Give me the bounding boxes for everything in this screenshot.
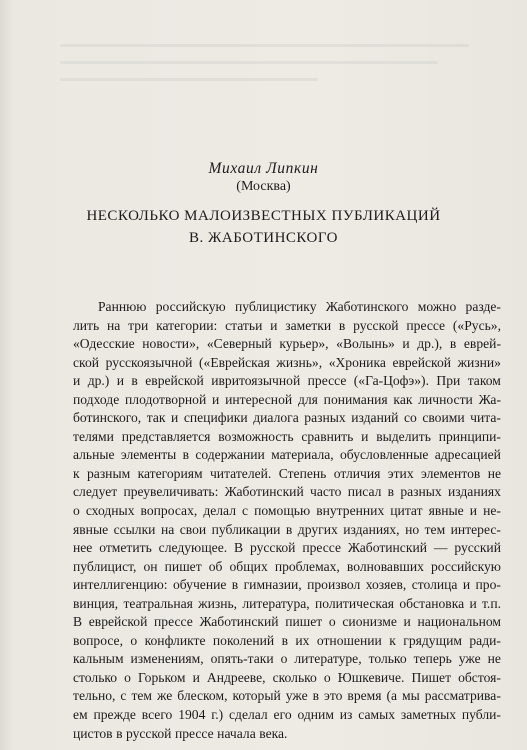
show-through-text — [60, 30, 490, 100]
body-line: альные элементы в содержании материала, обусловленные адресацией — [73, 447, 501, 463]
author-name: Михаил Липкин — [208, 160, 319, 177]
body-line: следует преувеличивать: Жаботинский часто писал в разных изданиях — [73, 484, 501, 500]
body-line: интеллигенцию: обучение в гимназии, произвол хозяев, столица и про- — [73, 577, 501, 593]
body-line: кальным изменениям, опять-таки о литературе, только теперь уже не — [73, 651, 501, 667]
body-line: публицист, он пишет об общих проблемах, волновавших российскую — [73, 558, 501, 574]
article-body — [73, 298, 501, 743]
body-line: к разным категориям читателей. Степень отличия этих элементов не — [73, 465, 501, 481]
body-line: В еврейской прессе Жаботинский пишет о сионизме и национальном — [73, 614, 501, 630]
body-line: «Одесские новости», «Северный курьер», «Волынь» и др.), в еврей- — [73, 336, 501, 352]
body-line: винция, театральная жизнь, литература, политическая обстановка и т.п. — [73, 595, 501, 611]
body-line: явные ссылки на свои публикации в других изданиях, но тем интерес- — [73, 521, 501, 537]
body-line: ботинского, так и специфики диалога разных изданий со своими чита- — [73, 410, 501, 426]
article-title — [0, 205, 527, 249]
body-line: вопросе, о конфликте поколений в их отношении к грядущим ради- — [73, 632, 501, 648]
body-line: подходе плодотворной и интересной для понимания как личности Жа- — [73, 391, 501, 407]
body-line: нее отметить следующее. В русской прессе Жаботинский — русский — [73, 540, 501, 556]
title-line-1: НЕСКОЛЬКО МАЛОИЗВЕСТНЫХ ПУБЛИКАЦИЙ — [86, 208, 441, 224]
body-line: лить на три категории: статьи и заметки в русской прессе («Русь», — [73, 317, 501, 333]
body-line: ем прежде всего 1904 г.) сделал его одним из самых заметных публи- — [73, 707, 501, 723]
body-line: Раннюю российскую публицистику Жаботинского можно разде- — [98, 299, 501, 314]
body-line: о сходных вопросах, делал с помощью внутренних цитат явные и не- — [73, 503, 501, 519]
title-line-2: В. ЖАБОТИНСКОГО — [188, 230, 339, 246]
author-city: (Москва) — [236, 179, 291, 194]
body-line: тельно, с тем же блеском, который уже в это время (а мы рассматрива- — [73, 688, 501, 704]
body-line: столько о Горьком и Андрееве, сколько о Юшкевиче. Пишет обстоя- — [73, 669, 501, 685]
body-line: телями представляется возможность сравнить и выделить принципи- — [73, 428, 501, 444]
body-line: цистов в русской прессе начала века. — [73, 725, 288, 741]
body-line: ской русскоязычной («Еврейская жизнь», «Хроника еврейской жизни» — [73, 354, 501, 370]
body-line: и др.) и в еврейской ивритоязычной прессе («Га-Цофэ»). При таком — [73, 373, 501, 389]
